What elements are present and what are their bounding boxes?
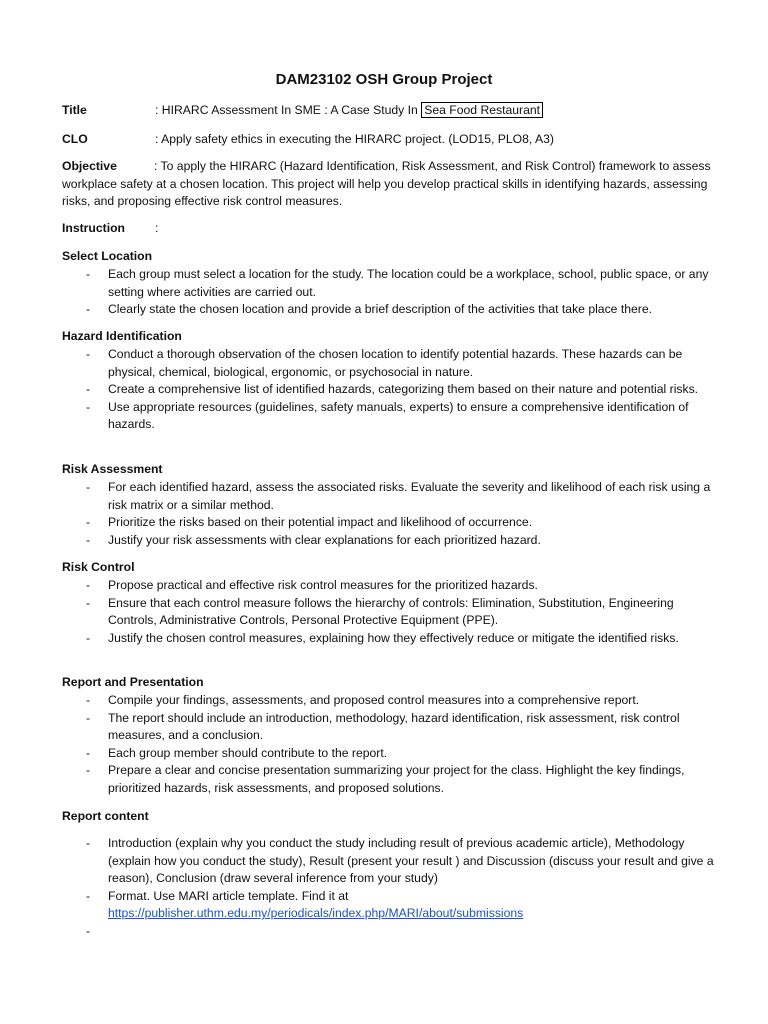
list-item-empty [62,923,722,941]
mari-submissions-link[interactable]: https://publisher.uthm.edu.my/periodicals/index.php/MARI/about/submissions [108,906,524,921]
list-item: - Prepare a clear and concise presentation summarizing your project for the class. Highlight the key findings, prioritized hazards, risk assessments, and proposed solutions. [86,763,685,795]
list-item: - Clearly state the chosen location and provide a brief description of the activities that take place there. [86,302,653,317]
list-item-text: Ensure that each control measure follows the hierarchy of controls: Elimination, Substitution, Engineering Controls, Administrative Controls, Personal Protective Equipment (PPE). [108,595,674,628]
list-item-text: Prioritize the risks based on their potential impact and likelihood of occurrence. [108,515,533,530]
document-title: DAM23102 OSH Group Project [275,71,493,88]
list-item-text: Prepare a clear and concise presentation summarizing your project for the class. Highlight the key findings, prioritized hazards, risk assessments, and proposed solutions. [108,763,685,795]
list-item: - The report should include an introduction, methodology, hazard identification, risk assessment, risk control measures, and a conclusion. [86,710,680,743]
list-item-text: The report should include an introduction, methodology, hazard identification, risk assessment, risk control measures, and a conclusion. [108,710,680,743]
list-item: - Prioritize the risks based on their potential impact and likelihood of occurrence. [86,515,533,530]
instruction-colon: : [155,221,159,235]
list-item: - Justify the chosen control measures, explaining how they effectively reduce or mitigate the identified risks. [86,630,679,645]
list-item: - For each identified hazard, assess the associated risks. Evaluate the severity and likelihood of each risk using a risk matrix or a similar method. [86,480,711,512]
section-heading-risk-control: Risk Control [62,560,135,574]
list-item-text: Justify the chosen control measures, explaining how they effectively reduce or mitigate the identified risks. [108,630,679,645]
list-item: - Format. Use MARI article template. Find it at https://publisher.uthm.edu.my/periodicals/index.php/MARI/about/submissions [86,888,524,921]
list-item: - Each group member should contribute to the report. [86,745,388,760]
objective-label: Objective [62,159,117,173]
clo-value: : Apply safety ethics in executing the HIRARC project. (LOD15, PLO8, A3) [155,132,554,146]
select-location-list [62,266,722,319]
report-content-list [62,835,722,941]
list-item: - Ensure that each control measure follows the hierarchy of controls: Elimination, Substitution, Engineering Controls, Administrative Controls, Personal Protective Equipment (PPE). [86,595,674,628]
section-heading-hazard-identification: Hazard Identification [62,329,182,343]
section-heading-risk-assessment: Risk Assessment [62,462,163,476]
list-item-text: Each group member should contribute to the report. [108,745,388,760]
list-item-text: Conduct a thorough observation of the chosen location to identify potential hazards. These hazards can be physical, chemical, biological, ergonomic, or psychosocial in nature. [108,347,683,379]
list-item-text: Create a comprehensive list of identified hazards, categorizing them based on their nature and potential risks. [108,382,699,397]
section-heading-report-presentation: Report and Presentation [62,675,204,689]
list-item: - Create a comprehensive list of identified hazards, categorizing them based on their nature and potential risks. [86,382,699,397]
section-heading-select-location: Select Location [62,249,153,263]
clo-label: CLO [62,132,88,146]
instruction-label: Instruction [62,221,125,235]
list-item-text: Clearly state the chosen location and provide a brief description of the activities that take place there. [108,302,653,317]
hazard-identification-list [62,346,722,434]
list-item-text: For each identified hazard, assess the associated risks. Evaluate the severity and likelihood of each risk using a risk matrix or a similar method. [108,480,711,512]
objective-paragraph [62,158,722,211]
title-label: Title [62,103,87,117]
list-item: - Compile your findings, assessments, and proposed control measures into a comprehensive report. [86,693,640,707]
title-value-prefix: : HIRARC Assessment In SME : A Case Study In [155,103,418,117]
list-item-text: Use appropriate resources (guidelines, safety manuals, experts) to ensure a comprehensive identification of hazards. [108,399,689,432]
list-item-text: Each group must select a location for the study. The location could be a workplace, school, public space, or any setting where activities are carried out. [108,267,709,299]
list-item-text: Compile your findings, assessments, and proposed control measures into a comprehensive report. [108,693,640,707]
list-item-text: Justify your risk assessments with clear explanations for each prioritized hazard. [108,532,541,547]
title-value [155,102,543,120]
risk-control-list [62,577,722,647]
list-item-text: Propose practical and effective risk control measures for the prioritized hazards. [108,578,538,592]
list-item: - Propose practical and effective risk control measures for the prioritized hazards. [86,578,538,592]
title-value-boxed: Sea Food Restaurant [421,102,543,118]
list-item-text: Format. Use MARI article template. Find it at [108,888,349,903]
objective-value: : To apply the HIRARC (Hazard Identification, Risk Assessment, and Risk Control) framework to assess workplace safety at a chosen location. This project will help you develop practical skills in identifying hazards, assessing risks, and proposing effective risk control measures. [62,159,711,209]
list-item: - Justify your risk assessments with clear explanations for each prioritized hazard. [86,532,541,547]
report-presentation-list [62,692,722,798]
list-dash: - [86,923,91,938]
list-item-text: Introduction (explain why you conduct the study including result of previous academic article), Methodology (explain how you conduct the study), Result (present your result ) and Discussion (discuss your result and give a reason), Conclusion (draw several inference from your study) [108,836,714,886]
section-heading-report-content: Report content [62,809,149,823]
list-item: - Conduct a thorough observation of the chosen location to identify potential hazards. These hazards can be physical, chemical, biological, ergonomic, or psychosocial in nature. [86,347,683,379]
list-item: - Use appropriate resources (guidelines, safety manuals, experts) to ensure a comprehensive identification of hazards. [86,399,689,432]
list-item: - Each group must select a location for the study. The location could be a workplace, school, public space, or any setting where activities are carried out. [86,267,709,299]
risk-assessment-list [62,479,722,549]
list-item: - Introduction (explain why you conduct the study including result of previous academic article), Methodology (explain how you conduct the study), Result (present your result ) and Discussion (discuss your result and give a reason), Conclusion (draw several inference from your study) [86,836,714,886]
